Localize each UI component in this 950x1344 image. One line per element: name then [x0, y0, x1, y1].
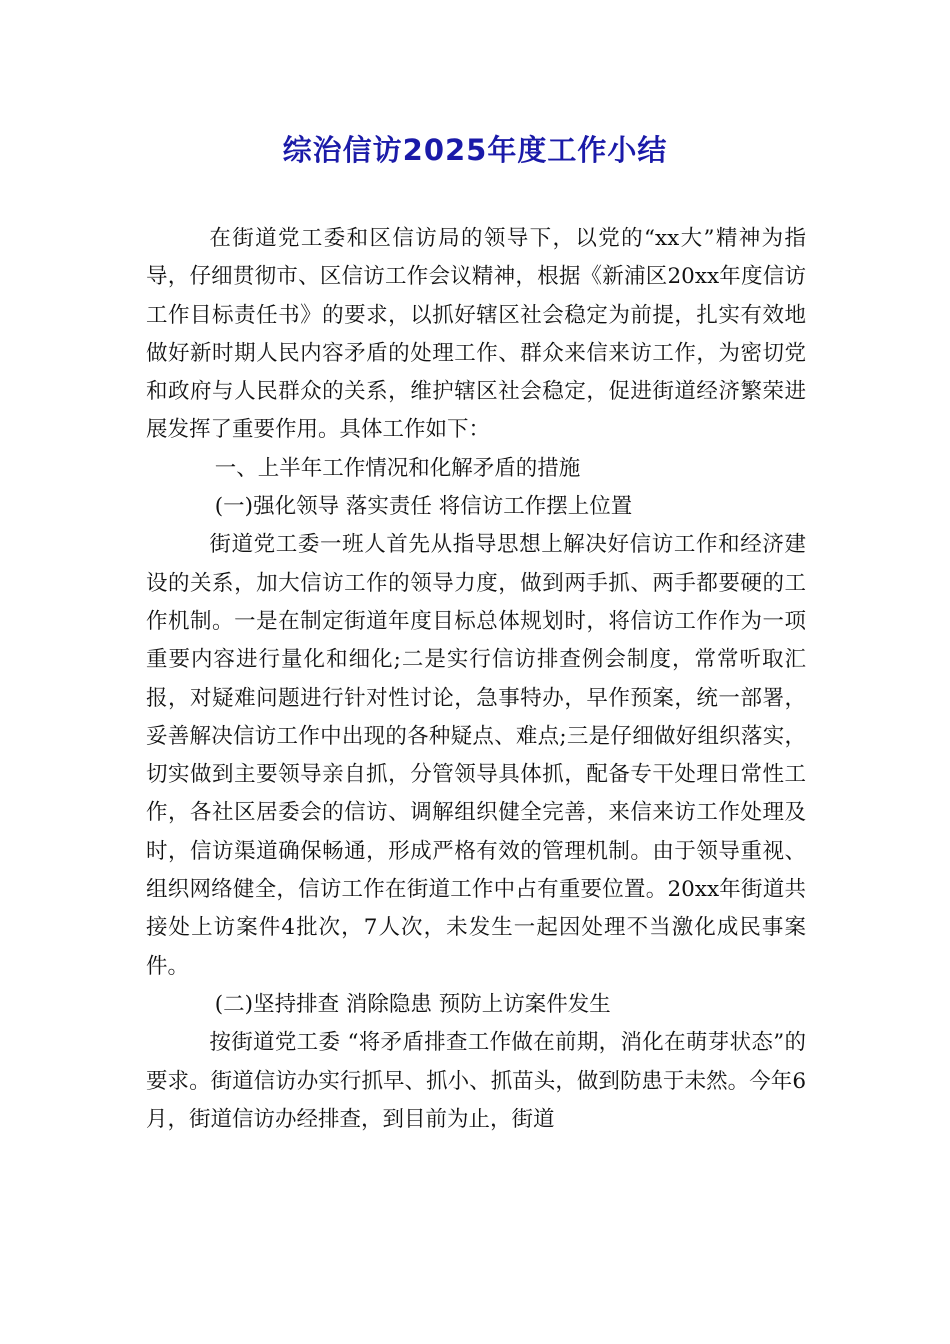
body-paragraph: 街道党工委一班人首先从指导思想上解决好信访工作和经济建设的关系，加大信访工作的领导力度，做到两手抓、两手都要硬的工作机制。一是在制定街道年度目标总体规划时，将信访工作作为一项重要内容进行量化和细化;二是实行信访排查例会制度，常常听取汇报，对疑难问题进行针对性讨论，急事特办，早作预案，统一部署，妥善解决信访工作中出现的各种疑点、难点;三是仔细做好组织落实，切实做到主要领导亲自抓，分管领导具体抓，配备专干处理日常性工作，各社区居委会的信访、调解组织健全完善，来信来访工作处理及时，信访渠道确保畅通，形成严格有效的管理机制。由于领导重视、组织网络健全，信访工作在街道工作中占有重要位置。20xx年街道共接处上访案件4批次，7人次，未发生一起因处理不当激化成民事案件。 — [146, 532, 806, 979]
document-title: 综治信访2025年度工作小结 — [282, 133, 668, 167]
subsection-heading: (二)坚持排查 消除隐患 预防上访案件发生 — [214, 991, 611, 1017]
body-paragraph: 按街道党工委 “将矛盾排查工作做在前期，消化在萌芽状态”的要求。街道信访办实行抓早、抓小、抓苗头，做到防患于未然。今年6月，街道信访办经排查，到目前为止，街道 — [146, 1030, 806, 1132]
intro-paragraph: 在街道党工委和区信访局的领导下，以党的“xx大”精神为指导，仔细贯彻市、区信访工作会议精神，根据《新浦区20xx年度信访工作目标责任书》的要求，以抓好辖区社会稳定为前提，扎实有效地做好新时期人民内容矛盾的处理工作、群众来信来访工作，为密切党和政府与人民群众的关系，维护辖区社会稳定，促进街道经济繁荣进展发挥了重要作用。具体工作如下： — [146, 226, 806, 443]
section-heading: 一、上半年工作情况和化解矛盾的措施 — [214, 455, 581, 481]
subsection-heading: (一)强化领导 落实责任 将信访工作摆上位置 — [214, 494, 633, 520]
document-body — [146, 220, 806, 1139]
